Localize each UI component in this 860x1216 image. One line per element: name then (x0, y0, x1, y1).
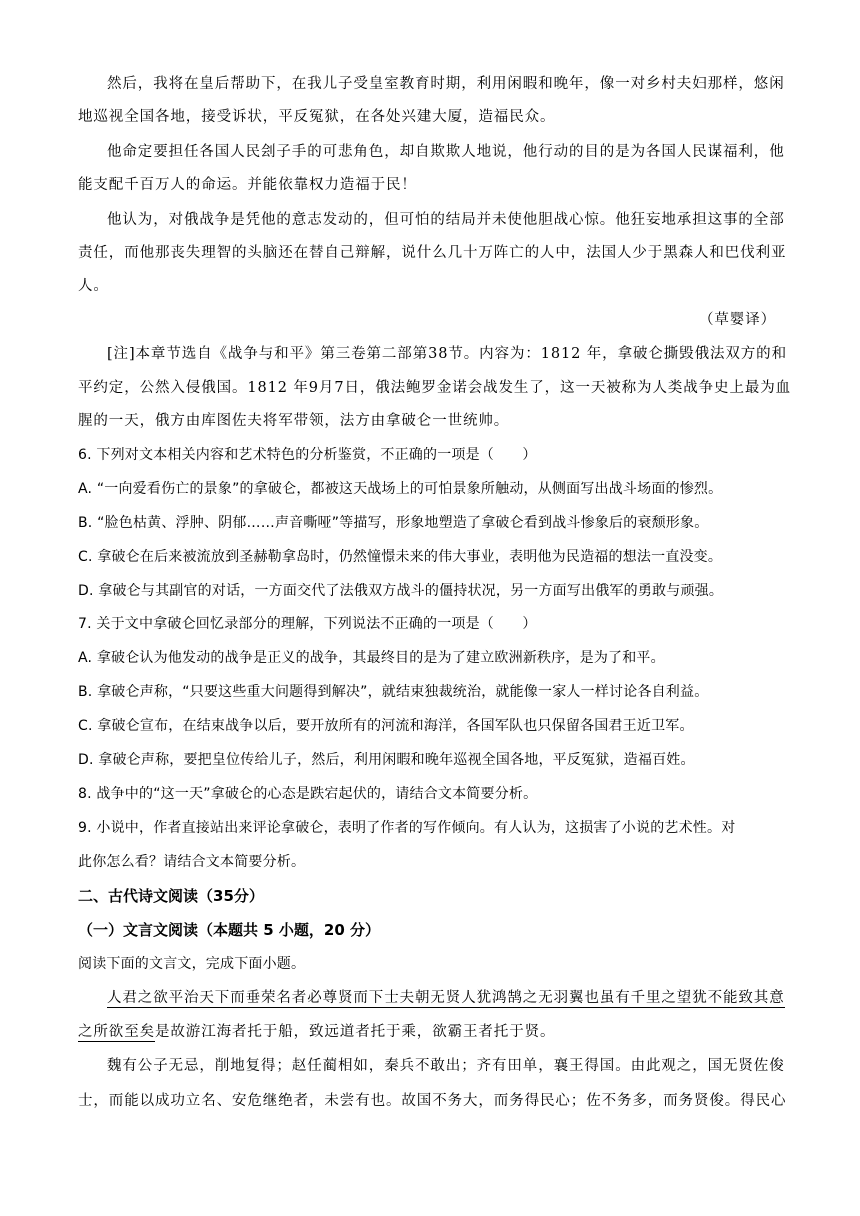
translator-credit: （草婴译） (699, 312, 776, 328)
passage-paragraph-3-line-1: 他认为，对俄战争是凭他的意志发动的，但可怕的结局并未使他胆战心惊。他狂妄地承担这事的全部 (107, 212, 785, 228)
question-7-option-d: D. 拿破仑声称，要把皇位传给儿子，然后，利用闲暇和晚年巡视全国各地，平反冤狱，造福百姓。 (78, 752, 695, 768)
classical-text-line-2 (78, 1022, 555, 1042)
question-6-option-a: A. “一向爱看伤亡的景象”的拿破仑，都被这天战场上的可怕景象所触动，从侧面写出战斗场面的惨烈。 (78, 481, 723, 497)
question-6: 6. 下列对文本相关内容和艺术特色的分析鉴赏，不正确的一项是（ ） (78, 447, 537, 463)
underlined-sentence-part-1: 人君之欲平治天下而垂荣名者必尊贤而下士夫朝无贤人犹鸿鹄之无羽翼也虽有千里之望犹不能致其意 (107, 990, 785, 1006)
question-9-line-1: 9. 小说中，作者直接站出来评论拿破仑，表明了作者的写作倾向。有人认为，这损害了小说的艺术性。对 (78, 820, 736, 836)
question-8: 8. 战争中的“这一天”拿破仑的心态是跌宕起伏的，请结合文本简要分析。 (78, 786, 538, 802)
section-heading: 二、古代诗文阅读（35分） (78, 887, 264, 905)
passage-paragraph-2-line-2: 能支配千百万人的命运。并能依靠权力造福于民！ (78, 177, 417, 193)
note-line-2: 平约定，公然入侵俄国。1812 年9月7日，俄法鲍罗金诺会战发生了，这一天被称为人类战争史上最为血 (78, 380, 792, 396)
reading-instruction: 阅读下面的文言文，完成下面小题。 (78, 956, 306, 972)
subsection-heading: （一）文言文阅读（本题共 5 小题，20 分） (78, 921, 380, 939)
note-line-3: 腥的一天，俄方由库图佐夫将军带领，法方由拿破仑一世统帅。 (78, 413, 510, 429)
passage-paragraph-1-line-2: 地巡视全国各地，接受诉状，平反冤狱，在各处兴建大厦，造福民众。 (78, 109, 556, 125)
classical-text-paragraph-2-line-2: 士，而能以成功立名、安危继绝者，未尝有也。故国不务大，而务得民心；佐不务多，而务贤俊。得民心 (78, 1093, 787, 1109)
question-6-option-b: B. “脸色枯黄、浮肿、阴郁……声音嘶哑”等描写，形象地塑造了拿破仑看到战斗惨象后的衰颓形象。 (78, 515, 709, 531)
question-6-option-d: D. 拿破仑与其副官的对话，一方面交代了法俄双方战斗的僵持状况，另一方面写出俄军的勇敢与顽强。 (78, 583, 724, 599)
question-7: 7. 关于文中拿破仑回忆录部分的理解，下列说法不正确的一项是（ ） (78, 616, 537, 632)
question-7-option-a: A. 拿破仑认为他发动的战争是正义的战争，其最终目的是为了建立欧洲新秩序，是为了和平。 (78, 650, 665, 666)
passage-paragraph-1-line-1: 然后，我将在皇后帮助下，在我儿子受皇室教育时期，利用闲暇和晚年，像一对乡村夫妇那样，悠闲 (107, 76, 785, 92)
classical-text-paragraph-2-line-1: 魏有公子无忌，削地复得；赵任蔺相如，秦兵不敢出；齐有田单，襄王得国。由此观之，国无贤佐俊 (107, 1058, 785, 1074)
classical-text-line-1 (107, 988, 785, 1008)
question-7-option-c: C. 拿破仑宣布，在结束战争以后，要开放所有的河流和海洋，各国军队也只保留各国君王近卫军。 (78, 718, 694, 734)
passage-paragraph-2-line-1: 他命定要担任各国人民刽子手的可悲角色，却自欺欺人地说，他行动的目的是为各国人民谋福利，他 (107, 144, 785, 160)
question-6-option-c: C. 拿破仑在后来被流放到圣赫勒拿岛时，仍然憧憬未来的伟大事业，表明他为民造福的想法一直没变。 (78, 549, 723, 565)
classical-text-line-2-rest: 是故游江海者托于船，致远道者托于乘，欲霸王者托于贤。 (155, 1024, 556, 1040)
passage-paragraph-3-line-3: 人。 (78, 278, 109, 294)
question-7-option-b: B. 拿破仑声称，“只要这些重大问题得到解决”，就结束独裁统治，就能像一家人一样讨论各自利益。 (78, 684, 709, 700)
underlined-sentence-part-2: 之所欲至矣 (78, 1024, 155, 1040)
passage-paragraph-3-line-2: 责任，而他那丧失理智的头脑还在替自己辩解，说什么几十万阵亡的人中，法国人少于黑森人和巴伐利亚 (78, 245, 787, 261)
question-9-line-2: 此你怎么看？请结合文本简要分析。 (78, 854, 306, 870)
note-line-1: [注]本章节选自《战争与和平》第三卷第二部第38节。内容为：1812 年，拿破仑撕毁俄法双方的和 (107, 346, 787, 362)
